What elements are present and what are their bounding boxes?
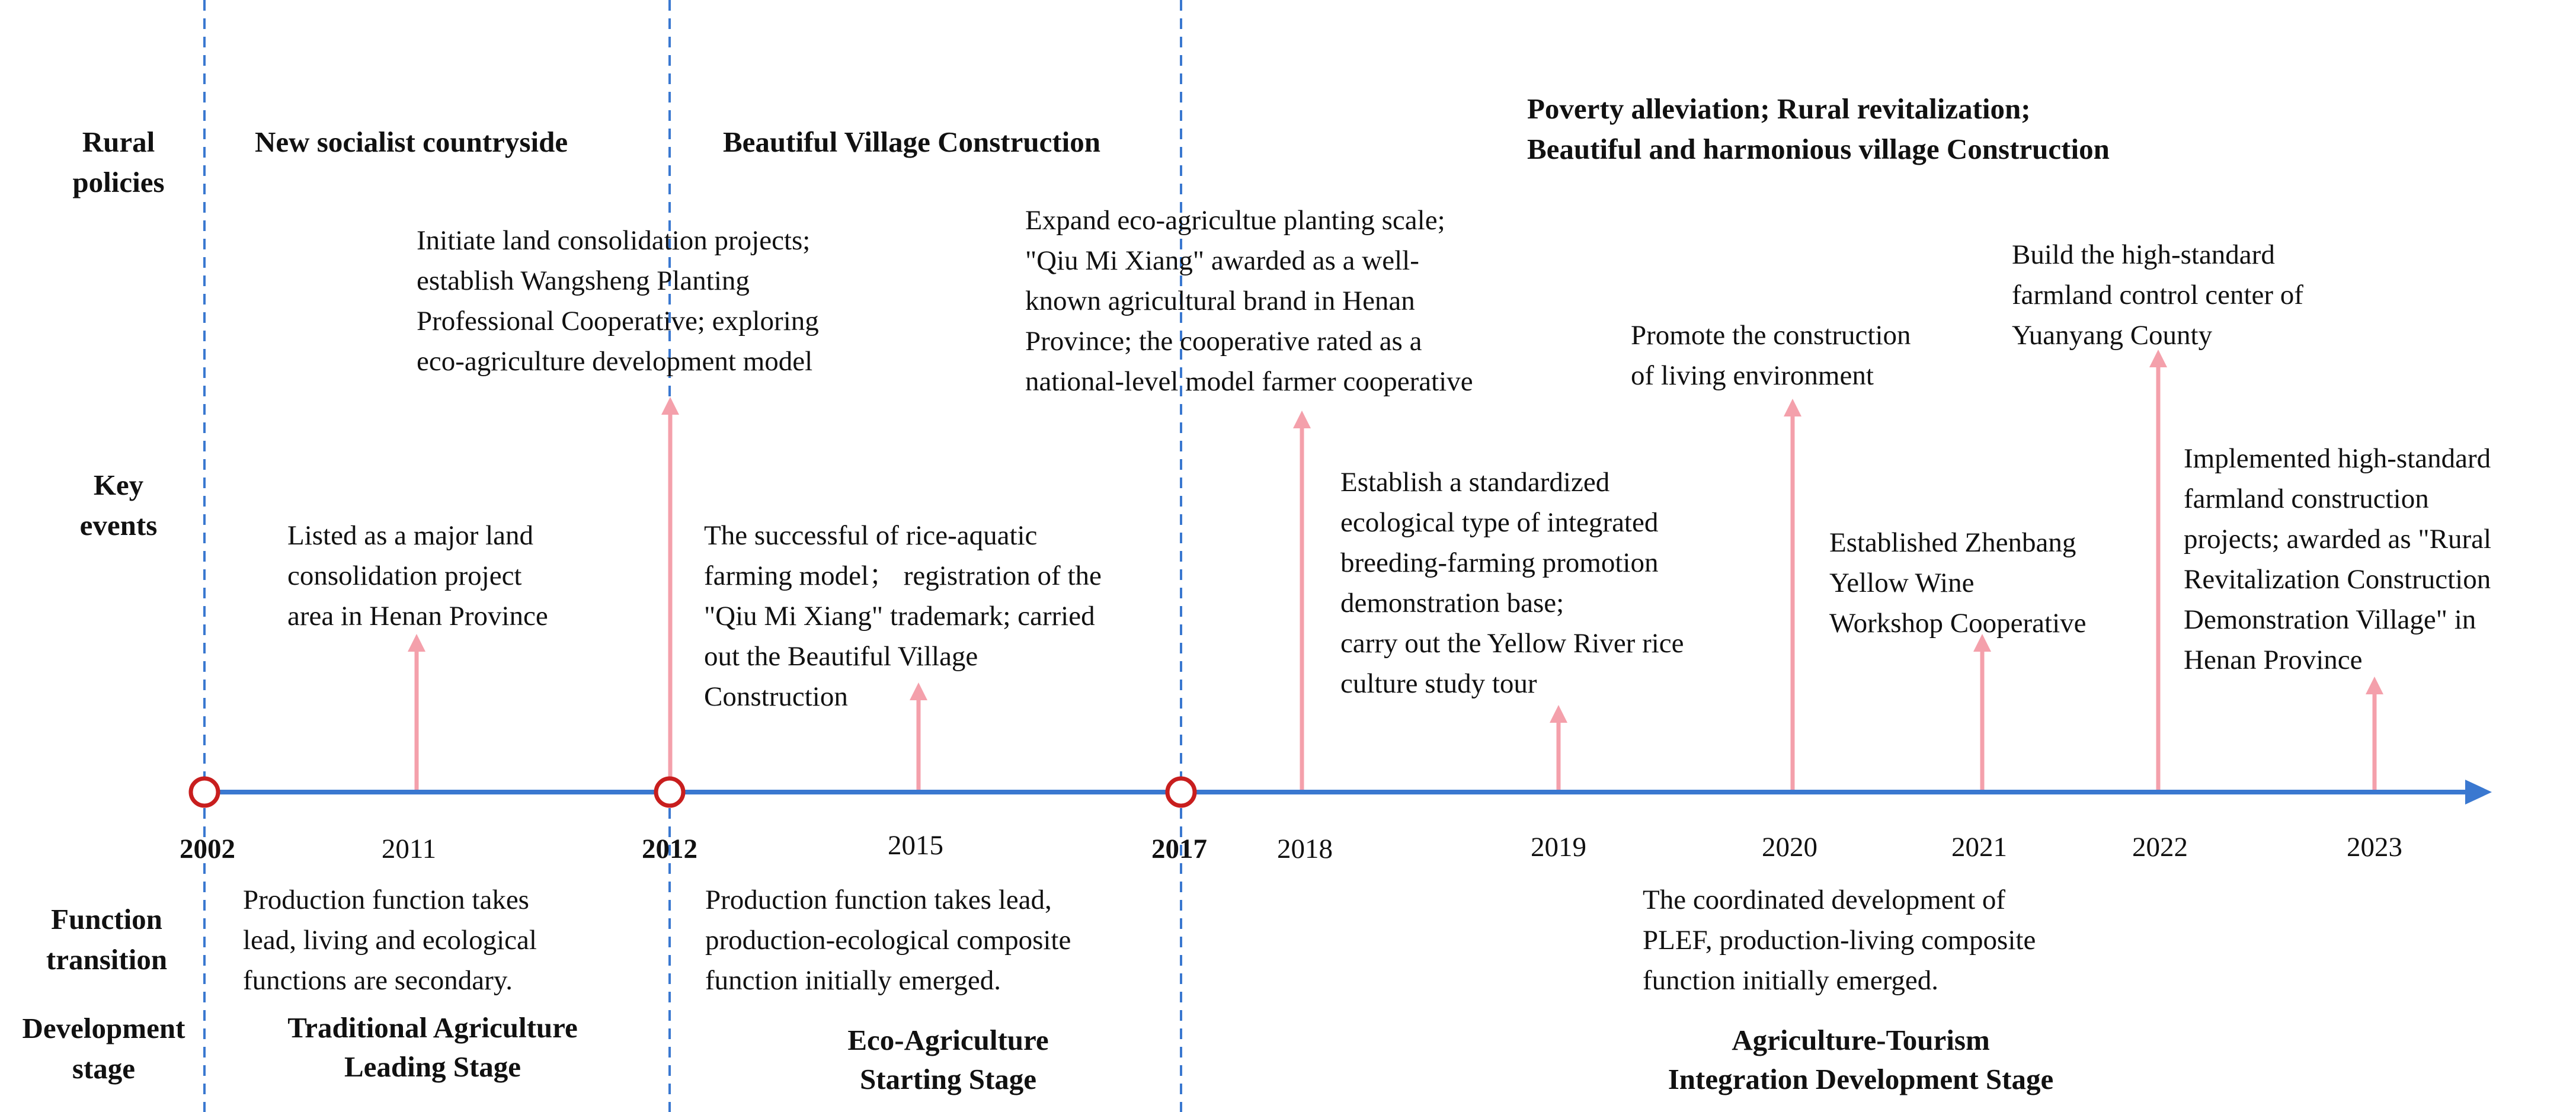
development-stage-2: Eco-Agriculture Starting Stage [847, 1024, 1049, 1095]
year-label-2020: 2020 [1762, 832, 1817, 863]
event-2012: Initiate land consolidation projects; establish Wangsheng Planting Professional Cooperative; exploring eco-agriculture development model [417, 225, 819, 377]
development-stage-1: Traditional Agriculture Leading Stage [287, 1011, 578, 1083]
event-2018: Expand eco-agricultue planting scale; "Qiu Mi Xiang" awarded as a well- known agricultural brand in Henan Province; the cooperative rated as a national-level model farmer cooperative [1025, 205, 1473, 397]
event-2022: Build the high-standard farmland control center of Yuanyang County [2012, 239, 2303, 351]
row-label-rural-policies: Rural policies [72, 126, 165, 198]
function-transition-stage-1: Production function takes lead, living and ecological functions are secondary. [243, 885, 537, 996]
year-label-2018: 2018 [1277, 834, 1333, 864]
development-stage-3: Agriculture-Tourism Integration Development Stage [1668, 1024, 2054, 1095]
event-2011: Listed as a major land consolidation project area in Henan Province [287, 520, 548, 632]
event-arrow-2011 [408, 634, 425, 790]
year-label-2011: 2011 [381, 834, 437, 864]
year-label-2012: 2012 [642, 834, 697, 864]
milestone-circle-2017 [1167, 778, 1195, 806]
policy-beautiful-village-construction: Beautiful Village Construction [723, 126, 1101, 158]
row-label-function-transition: Function transition [46, 903, 168, 976]
year-label-2002: 2002 [180, 834, 235, 864]
policy-new-socialist-countryside: New socialist countryside [255, 126, 568, 158]
row-label-development-stage: Development stage [22, 1012, 185, 1085]
function-transition-stage-2: Production function takes lead, production-ecological composite function initially emerged. [705, 885, 1071, 996]
year-label-2022: 2022 [2132, 832, 2188, 863]
event-arrow-2012 [661, 397, 679, 790]
year-label-2015: 2015 [888, 830, 943, 861]
event-arrow-2021 [1973, 634, 1991, 790]
year-label-2019: 2019 [1531, 832, 1586, 863]
time-axis-arrowhead [2465, 780, 2492, 805]
function-transition-stage-3: The coordinated development of PLEF, production-living composite function initially emerged. [1643, 885, 2036, 996]
event-arrow-2018 [1293, 411, 1311, 790]
event-2021: Established Zhenbang Yellow Wine Workshop Cooperative [1829, 527, 2087, 639]
event-2015: The successful of rice-aquatic farming model； registration of the "Qiu Mi Xiang" trademark; carried out the Beautiful Village Construction [704, 520, 1102, 712]
policy-poverty-alleviation-revitalization: Poverty alleviation; Rural revitalization; Beautiful and harmonious village Construction [1527, 92, 2110, 165]
milestone-circle-2002 [191, 778, 218, 806]
year-label-2017: 2017 [1151, 834, 1207, 864]
year-label-2023: 2023 [2347, 832, 2402, 863]
year-label-2021: 2021 [1951, 832, 2007, 863]
event-2019: Establish a standardized ecological type of integrated breeding-farming promotion demonstration base; carry out the Yellow River rice culture study tour [1340, 467, 1684, 699]
event-2020: Promote the construction of living environment [1631, 320, 1911, 391]
event-2023: Implemented high-standard farmland construction projects; awarded as "Rural Revitalization Construction Demonstration Village" in Henan Province [2184, 443, 2492, 675]
event-arrow-2023 [2366, 677, 2383, 790]
milestone-circle-2012 [656, 778, 683, 806]
row-label-key-events: Key events [79, 469, 158, 541]
event-arrow-2019 [1550, 705, 1567, 790]
